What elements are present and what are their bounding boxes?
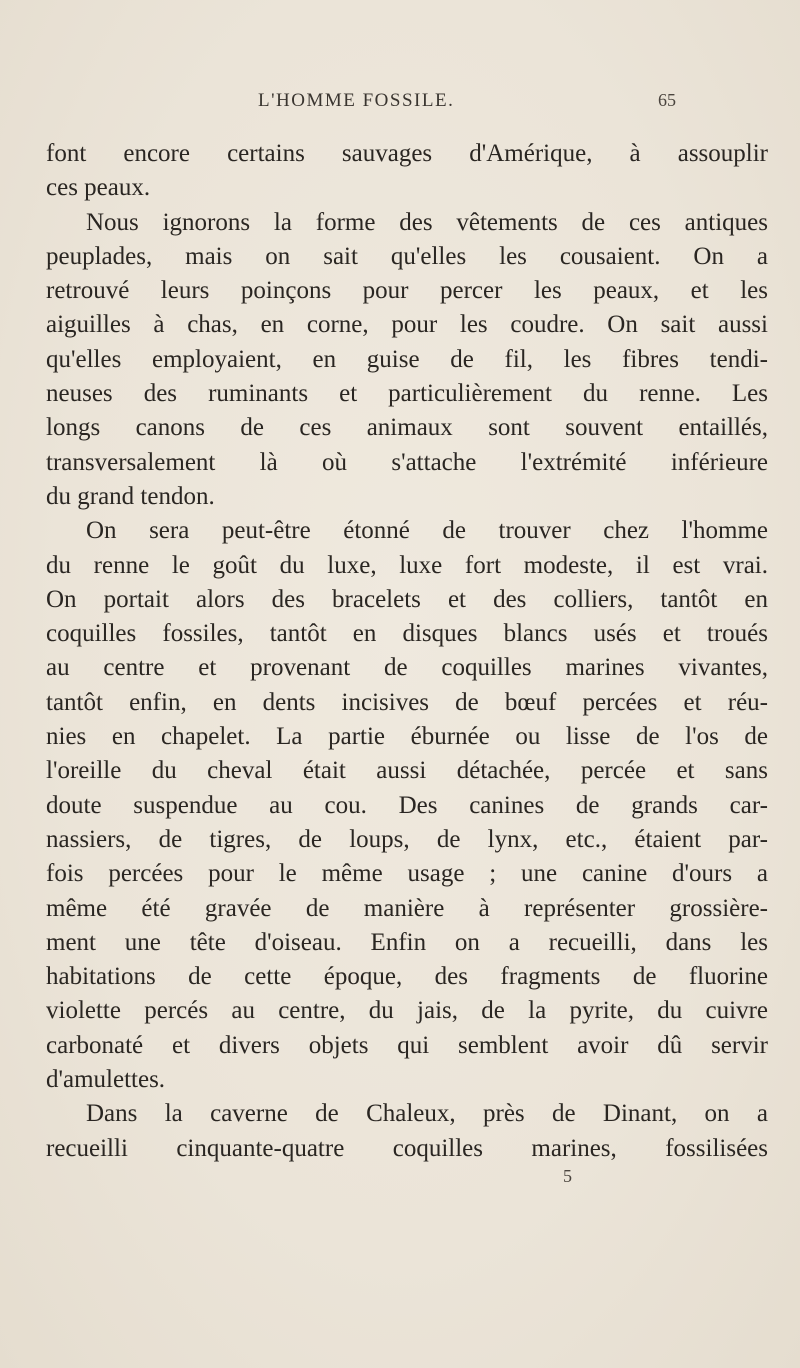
text-line: du renne le goût du luxe, luxe fort modeste, il est vrai. bbox=[46, 551, 768, 579]
signature-mark: 5 bbox=[563, 1166, 572, 1186]
text-line: longs canons de ces animaux sont souvent entaillés, bbox=[46, 414, 768, 442]
text-line: violette percés au centre, du jais, de la pyrite, du cuivre bbox=[46, 997, 768, 1025]
text-line: Nous ignorons la forme des vêtements de ces antiques bbox=[86, 208, 768, 236]
text-line: On portait alors des bracelets et des colliers, tantôt en bbox=[46, 585, 768, 613]
text-line: retrouvé leurs poinçons pour percer les peaux, et les bbox=[46, 277, 768, 305]
text-line: neuses des ruminants et particulièrement du renne. Les bbox=[46, 380, 768, 408]
page-header bbox=[0, 90, 800, 120]
text-line: recueilli cinquante-quatre coquilles marines, fossilisées bbox=[46, 1134, 768, 1162]
text-line: ment une tête d'oiseau. Enfin on a recueilli, dans les bbox=[46, 928, 768, 956]
text-line: habitations de cette époque, des fragments de fluorine bbox=[46, 963, 768, 991]
text-line: Dans la caverne de Chaleux, près de Dinant, on a bbox=[86, 1100, 768, 1128]
text-line: peuplades, mais on sait qu'elles les cousaient. On a bbox=[46, 242, 768, 270]
text-line: nies en chapelet. La partie éburnée ou lisse de l'os de bbox=[46, 723, 768, 751]
text-line: tantôt enfin, en dents incisives de bœuf percées et réu- bbox=[46, 688, 768, 716]
text-line: doute suspendue au cou. Des canines de grands car- bbox=[46, 791, 768, 819]
text-line: du grand tendon. bbox=[46, 482, 215, 510]
text-line: l'oreille du cheval était aussi détachée, percée et sans bbox=[46, 757, 768, 785]
page-number: 65 bbox=[658, 90, 676, 110]
text-line: au centre et provenant de coquilles marines vivantes, bbox=[46, 654, 768, 682]
text-line: carbonaté et divers objets qui semblent avoir dû servir bbox=[46, 1031, 768, 1059]
text-line: transversalement là où s'attache l'extrémité inférieure bbox=[46, 448, 768, 476]
text-line: ces peaux. bbox=[46, 174, 151, 202]
text-line: coquilles fossiles, tantôt en disques blancs usés et troués bbox=[46, 620, 768, 648]
text-line: fois percées pour le même usage ; une canine d'ours a bbox=[46, 860, 768, 888]
text-line: aiguilles à chas, en corne, pour les coudre. On sait aussi bbox=[46, 311, 768, 339]
text-line: font encore certains sauvages d'Amérique, à assouplir bbox=[46, 140, 768, 167]
body-text bbox=[46, 137, 768, 1166]
text-line: On sera peut-être étonné de trouver chez l'homme bbox=[86, 517, 768, 545]
text-line: qu'elles employaient, en guise de fil, les fibres tendi- bbox=[46, 345, 768, 373]
running-head: L'HOMME FOSSILE. bbox=[258, 90, 455, 111]
text-line: même été gravée de manière à représenter grossière- bbox=[46, 894, 768, 922]
text-line: d'amulettes. bbox=[46, 1066, 166, 1094]
text-line: nassiers, de tigres, de loups, de lynx, etc., étaient par- bbox=[46, 825, 768, 853]
